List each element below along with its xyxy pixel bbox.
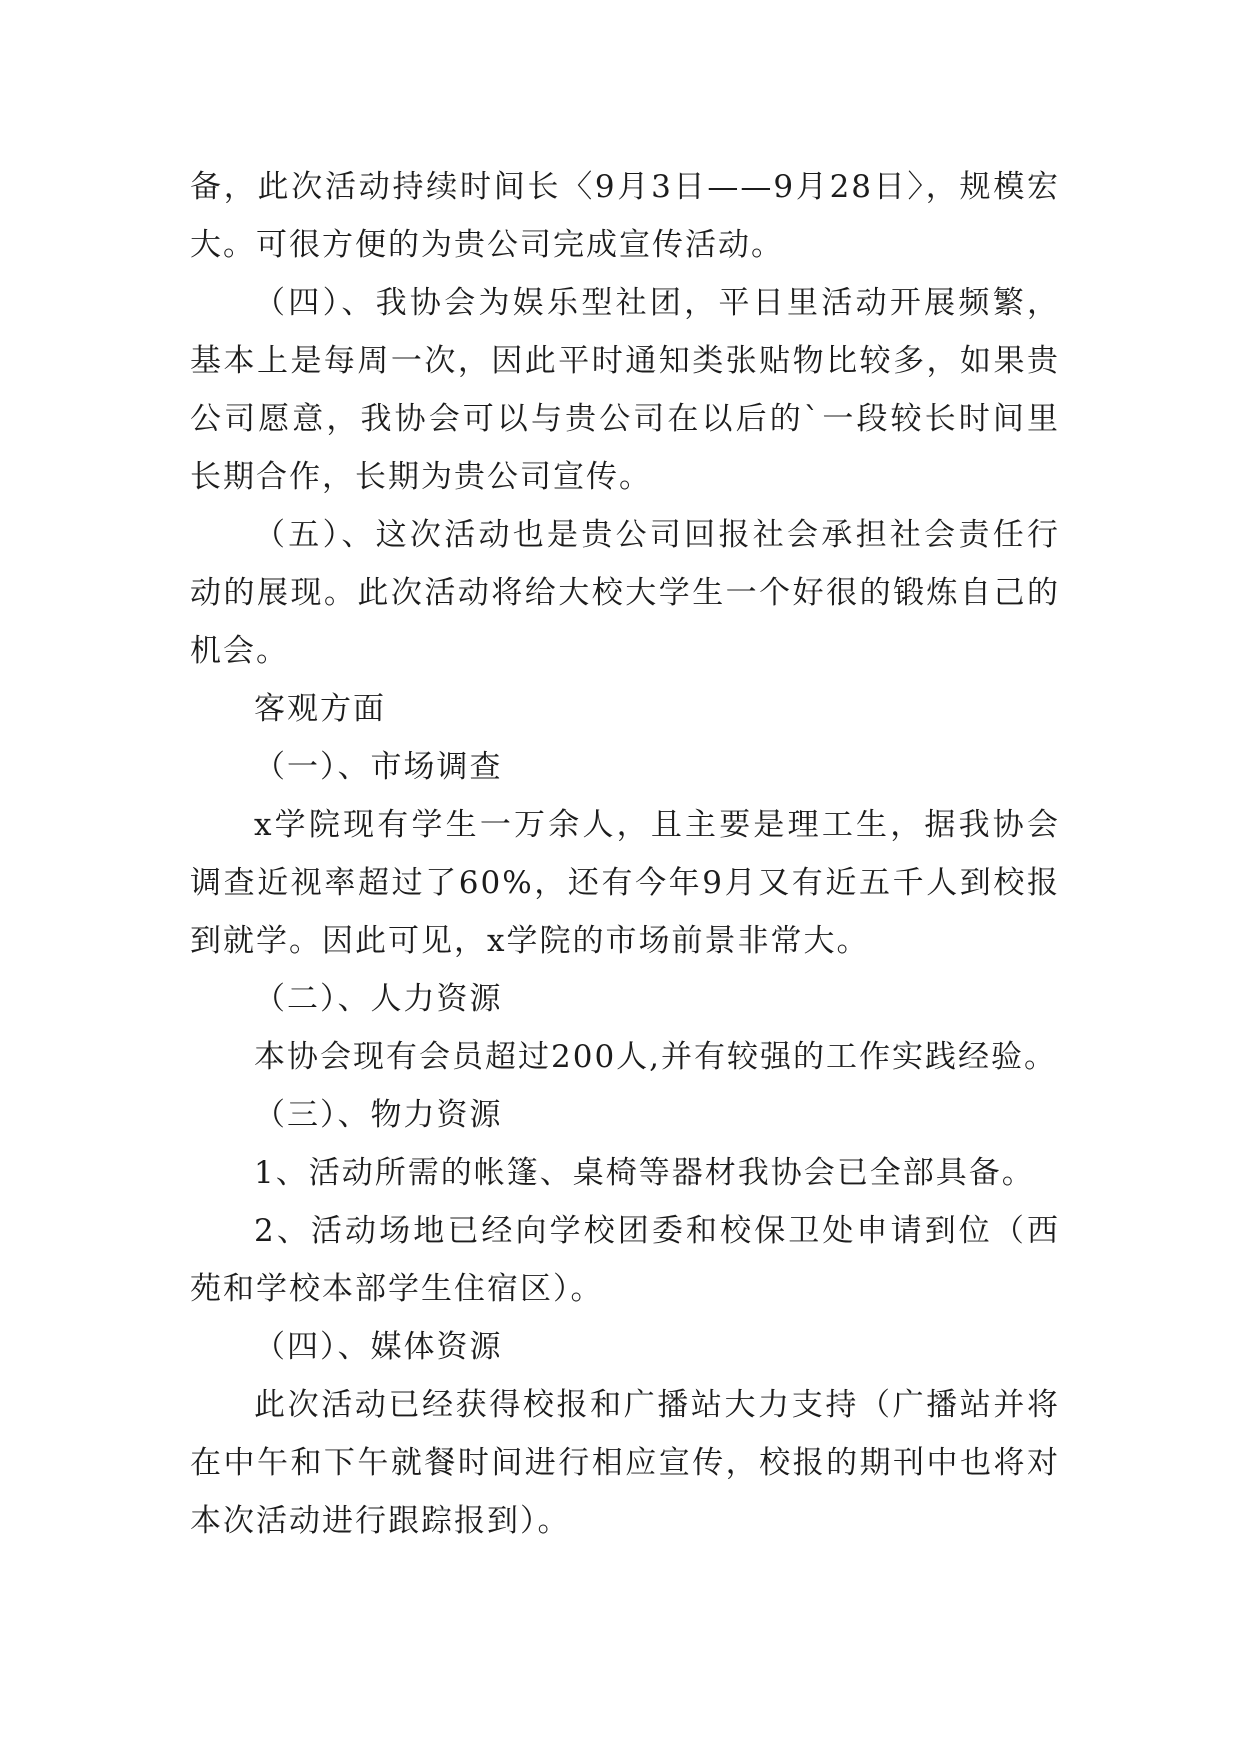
list-item-material-2: 2、活动场地已经向学校团委和校保卫处申请到位（西苑和学校本部学生住宿区）。 (190, 1213, 1060, 1307)
document-body (190, 158, 1060, 1550)
paragraph-continuation: 备，此次活动持续时间长〈9月3日——9月28日〉，规模宏大。可很方便的为贵公司完成宣传活动。 (190, 169, 1060, 263)
subheading-market-survey: （一）、市场调查 (254, 749, 503, 785)
paragraph-media-resources: 此次活动已经获得校报和广播站大力支持（广播站并将在中午和下午就餐时间进行相应宣传，校报的期刊中也将对本次活动进行跟踪报到）。 (190, 1387, 1060, 1539)
subheading-material-resources: （三）、物力资源 (254, 1097, 503, 1133)
list-item-material-1: 1、活动所需的帐篷、桌椅等器材我协会已全部具备。 (254, 1155, 1035, 1191)
section-heading-objective: 客观方面 (254, 691, 386, 727)
subheading-human-resources: （二）、人力资源 (254, 981, 503, 1017)
paragraph-market-survey: x学院现有学生一万余人，且主要是理工生，据我协会调查近视率超过了60%，还有今年9月又有近五千人到校报到就学。因此可见，x学院的市场前景非常大。 (190, 807, 1060, 959)
paragraph-point-four: （四）、我协会为娱乐型社团，平日里活动开展频繁，基本上是每周一次，因此平时通知类张贴物比较多，如果贵公司愿意，我协会可以与贵公司在以后的`一段较长时间里长期合作，长期为贵公司宣传。 (190, 285, 1060, 495)
paragraph-point-five: （五）、这次活动也是贵公司回报社会承担社会责任行动的展现。此次活动将给大校大学生一个好很的锻炼自己的机会。 (190, 517, 1060, 669)
subheading-media-resources: （四）、媒体资源 (254, 1329, 503, 1365)
paragraph-human-resources: 本协会现有会员超过200人,并有较强的工作实践经验。 (254, 1039, 1058, 1075)
